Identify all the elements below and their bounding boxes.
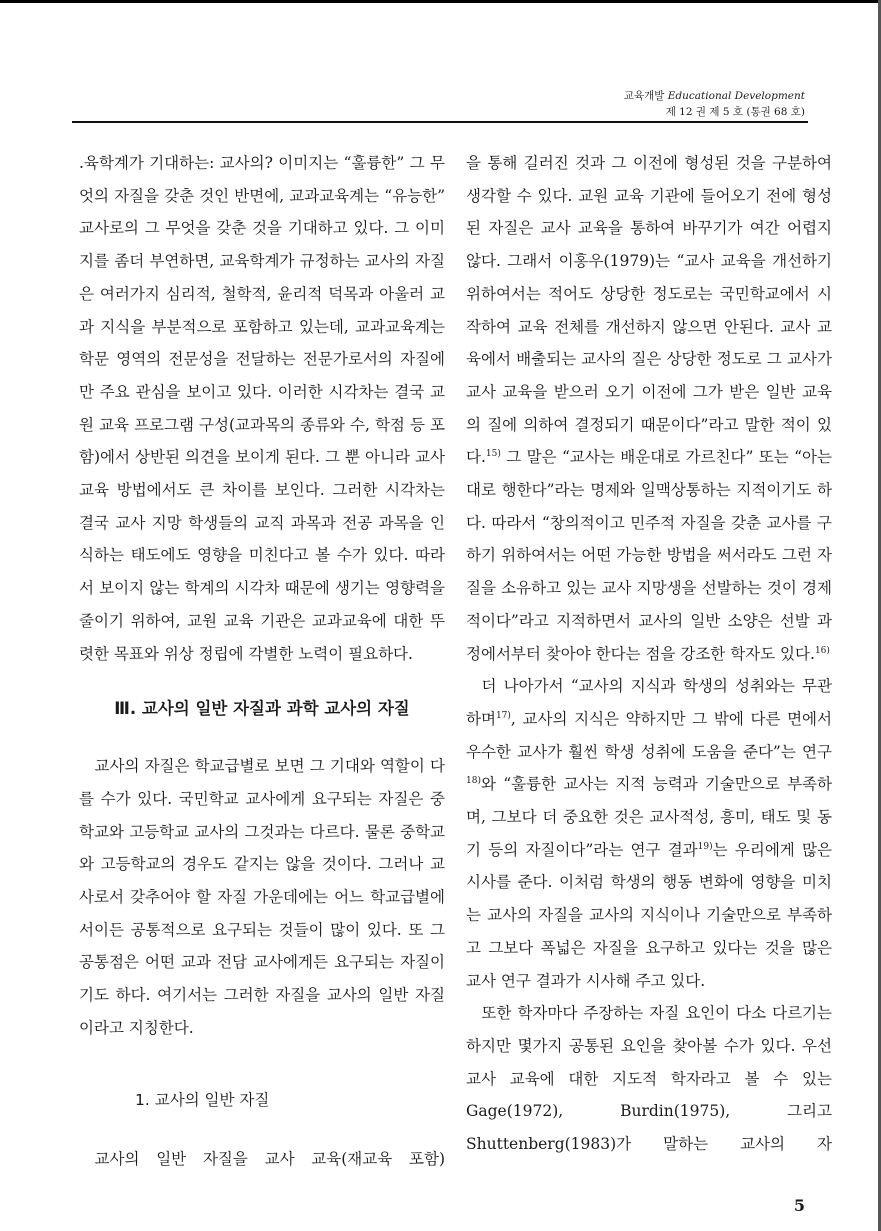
section-heading: Ⅲ. 교사의 일반 자질과 과학 교사의 자질	[114, 699, 410, 719]
footnote-ref: 19)	[697, 841, 713, 852]
footnote-ref: 18)	[466, 776, 481, 787]
paragraph	[466, 670, 832, 997]
footnote-ref: 16)	[814, 645, 830, 656]
left-column	[79, 147, 445, 1175]
page-frame-top	[0, 0, 881, 3]
footnote-ref: 15)	[485, 449, 501, 460]
paragraph	[466, 147, 832, 670]
paragraph: .육학계가 기대하는: 교사의? 이미지는 “훌륭한” 그 무엇의 자질을 갖춘 것인 반면에, 교과교육계는 “유능한” 교사로의 그 무엇을 갖춘 것을 기대하고 있다. 그 이미지를 좀더 부연하면, 교육학계가 규정하는 교사의 자질은 여러가지 심리적, 철학적, 윤리적 덕목과 아울러 교과 지식을 부분적으로 포함하고 있는데, 교과교육계는 학문 영역의 전문성을 전달하는 전문가로서의 자질에만 주요 관심을 보이고 있다. 이러한 시각차는 결국 교원 교육 프로그램 구성(교과목의 종류와 수, 학점 등 포함)에서 상반된 의견을 보이게 된다. 그 뿐 아니라 교사 교육 방법에서도 큰 차이를 보인다. 그러한 시각차는 결국 교사 지망 학생들의 교직 과목과 전공 과목을 인식하는 태도에도 영향을 미친다고 볼 수가 있다. 따라서 보이지 않는 학계의 시각차 때문에 생기는 영향력을 줄이기 위하여, 교원 교육 기관은 교과교육에 대한 뚜렷한 목표와 위상 정립에 각별한 노력이 필요하다.	[79, 154, 445, 663]
running-head	[485, 88, 805, 120]
footnote-ref: 17)	[495, 710, 511, 721]
issue-info: 제 12 권 제 5 호 (통권 68 호)	[665, 106, 805, 118]
subsection-heading: 1. 교사의 일반 자질	[135, 1090, 270, 1109]
journal-title-en: Educational Development	[667, 90, 805, 102]
paragraph: 교사의 일반 자질을 교사 교육(재교육 포함)	[94, 1149, 445, 1168]
paragraph: 또한 학자마다 주장하는 자질 요인이 다소 다르기는 하지만 몇가지 공통된 요인을 찾아볼 수가 있다. 우선 교사 교육에 대한 지도적 학자라고 볼 수 있는 Gage(1972), Burdin(1975), 그리고 Shuttenberg(1983)가 말하는 교사의 자	[466, 1004, 832, 1154]
right-column	[466, 147, 832, 1161]
header-rule	[72, 121, 808, 123]
paragraph-text: 그 말은 “교사는 배운대로 가르친다” 또는 “아는대로 행한다”라는 명제와 일맥상통하는 지적이기도 하다. 따라서 “창의적이고 민주적 자질을 갖춘 교사를 구하기 위하여서는 어떤 가능한 방법을 써서라도 그런 자질을 소유하고 있는 교사 지망생을 선발하는 것이 경제적이다”라고 지적하면서 교사의 일반 소양은 선발 과정에서부터 찾아야 한다는 점을 강조한 학자도 있다.	[466, 448, 832, 663]
paragraph-text: 더 나아가서 “교사의 지식과 학생의 성취와는 무관하며	[466, 677, 832, 728]
journal-title-kr: 교육개발	[623, 90, 665, 102]
page-number: 5	[793, 1196, 805, 1215]
paragraph-text: , 교사의 지식은 약하지만 그 밖에 다른 면에서 우수한 교사가 훨씬 학생 성취에 도움을 준다”는 연구	[466, 709, 832, 761]
paragraph: 교사의 자질은 학교급별로 보면 그 기대와 역할이 다를 수가 있다. 국민학교 교사에게 요구되는 자질은 중학교와 고등학교 교사의 그것과는 다르다. 물론 중학교와 고등학교의 경우도 같지는 않을 것이다. 그러나 교사로서 갖추어야 할 자질 가운데에는 어느 학교급별에서이든 공통적으로 요구되는 것들이 많이 있다. 또 그 공통점은 어떤 교과 전담 교사에게든 요구되는 자질이기도 하다. 여기서는 그러한 자질을 교사의 일반 자질이라고 지칭한다.	[79, 757, 445, 1037]
paragraph-text: 는 우리에게 많은 시사를 준다. 이처럼 학생의 행동 변화에 영향을 미치는 교사의 자질을 교사의 지식이나 기술만으로 부족하고 그보다 폭넓은 자질을 요구하고 있다는 것을 많은 교사 연구 결과가 시사해 주고 있다.	[466, 840, 832, 990]
journal-title	[485, 88, 805, 104]
paragraph-text: 와 “훌륭한 교사는 지적 능력과 기술만으로 부족하며, 그보다 더 중요한 것은 교사적성, 흥미, 태도 및 동기 등의 자질이다”라는 연구 결과	[466, 775, 832, 859]
paragraph-text: 을 통해 길러진 것과 그 이전에 형성된 것을 구분하여 생각할 수 있다. 교원 교육 기관에 들어오기 전에 형성된 자질은 교사 교육을 통하여 바꾸기가 여간 어렵지 않다. 그래서 이홍우(1979)는 “교사 교육을 개선하기 위하여서는 적어도 상당한 정도로는 국민학교에서 시작하여 교육 전체를 개선하지 않으면 안된다. 교사 교육에서 배출되는 교사의 질은 상당한 정도로 그 교사가 교사 교육을 받으러 오기 이전에 그가 받은 일반 교육의 질에 의하여 결정되기 때문이다”라고 말한 적이 있다.	[466, 154, 832, 467]
